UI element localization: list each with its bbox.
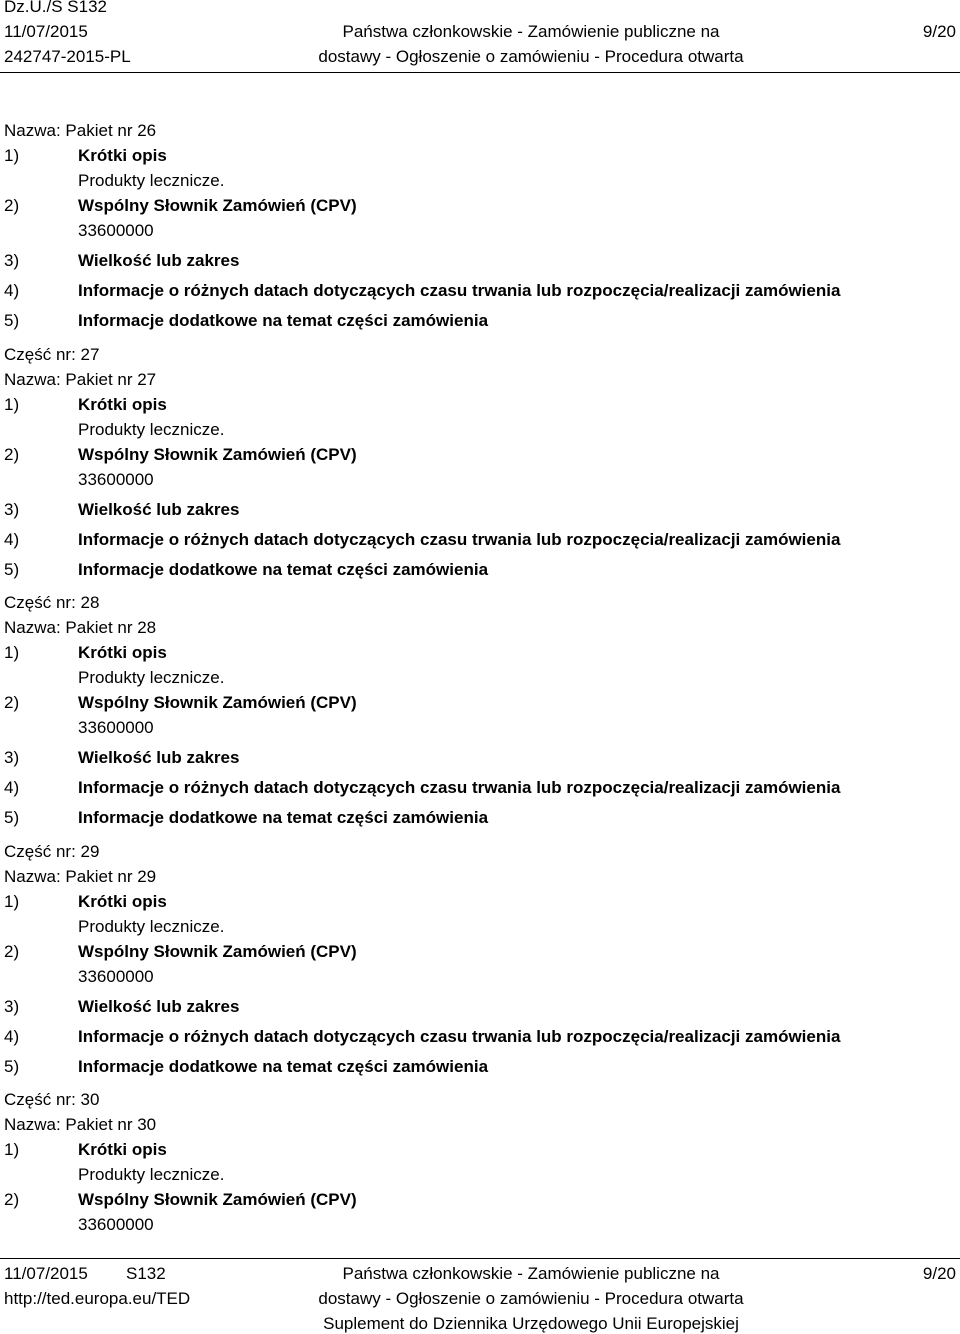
additional-info-heading: Informacje dodatkowe na temat części zamówienia [78, 808, 489, 827]
cpv-heading: Wspólny Słownik Zamówień (CPV) [78, 693, 357, 712]
part-name [4, 370, 156, 390]
additional-info-heading: Informacje dodatkowe na temat części zamówienia [78, 1057, 489, 1076]
header-date: 11/07/2015 [4, 22, 88, 41]
part-number [4, 1090, 99, 1110]
journal-ref: Dz.U./S S132 [4, 0, 107, 16]
part-name-label: Nazwa: [4, 618, 61, 637]
short-description-text: Produkty lecznicze. [78, 171, 225, 190]
short-description-text: Produkty lecznicze. [78, 917, 225, 936]
part-number-label: Część nr: [4, 345, 76, 364]
section-number: 5) [4, 808, 20, 827]
dates-info-heading: Informacje o różnych datach dotyczących czasu trwania lub rozpoczęcia/realizacji zamówienia [78, 281, 841, 300]
section-number: 3) [4, 500, 20, 519]
section-number: 5) [4, 1057, 20, 1076]
section-number: 4) [4, 530, 20, 549]
part-number-label: Część nr: [4, 1090, 76, 1109]
section-number: 2) [4, 693, 20, 712]
part-name-value: Pakiet nr 27 [65, 370, 157, 389]
section-number: 2) [4, 196, 20, 215]
footer-page-number: 9/20 [922, 1264, 956, 1283]
part-name-value: Pakiet nr 26 [65, 121, 157, 140]
section-number: 4) [4, 778, 20, 797]
part-name-label: Nazwa: [4, 370, 61, 389]
quantity-scope-heading: Wielkość lub zakres [78, 500, 240, 519]
section-number: 1) [4, 892, 20, 911]
section-number: 5) [4, 311, 20, 330]
cpv-code: 33600000 [78, 470, 154, 489]
short-description-heading: Krótki opis [78, 643, 167, 662]
dates-info-heading: Informacje o różnych datach dotyczących czasu trwania lub rozpoczęcia/realizacji zamówienia [78, 1027, 841, 1046]
section-number: 5) [4, 560, 20, 579]
cpv-heading: Wspólny Słownik Zamówień (CPV) [78, 942, 357, 961]
section-number: 3) [4, 997, 20, 1016]
section-number: 1) [4, 643, 20, 662]
cpv-heading: Wspólny Słownik Zamówień (CPV) [78, 445, 357, 464]
header-title-line2: dostawy - Ogłoszenie o zamówieniu - Procedura otwarta [318, 47, 744, 66]
section-number: 4) [4, 281, 20, 300]
part-name [4, 618, 156, 638]
part-name [4, 121, 156, 141]
part-number-label: Część nr: [4, 842, 76, 861]
footer-issue: S132 [126, 1264, 166, 1283]
section-number: 1) [4, 146, 20, 165]
section-number: 3) [4, 748, 20, 767]
additional-info-heading: Informacje dodatkowe na temat części zamówienia [78, 560, 489, 579]
part-name [4, 867, 156, 887]
cpv-code: 33600000 [78, 1215, 154, 1234]
quantity-scope-heading: Wielkość lub zakres [78, 748, 240, 767]
footer-title-line3: Suplement do Dziennika Urzędowego Unii Europejskiej [323, 1314, 739, 1333]
short-description-text: Produkty lecznicze. [78, 420, 225, 439]
footer-date: 11/07/2015 [4, 1264, 88, 1283]
dates-info-heading: Informacje o różnych datach dotyczących czasu trwania lub rozpoczęcia/realizacji zamówienia [78, 778, 841, 797]
cpv-heading: Wspólny Słownik Zamówień (CPV) [78, 1190, 357, 1209]
part-name-value: Pakiet nr 28 [65, 618, 157, 637]
header-doc-id: 242747-2015-PL [4, 47, 131, 66]
header-title-line1: Państwa członkowskie - Zamówienie publiczne na [342, 22, 720, 41]
footer-title-line1: Państwa członkowskie - Zamówienie publiczne na [342, 1264, 720, 1283]
footer-divider [0, 1258, 960, 1259]
part-number [4, 345, 99, 365]
short-description-heading: Krótki opis [78, 146, 167, 165]
cpv-code: 33600000 [78, 718, 154, 737]
part-number-value: 30 [80, 1090, 100, 1109]
part-name-label: Nazwa: [4, 867, 61, 886]
footer-title-line2: dostawy - Ogłoszenie o zamówieniu - Procedura otwarta [318, 1289, 744, 1308]
short-description-text: Produkty lecznicze. [78, 668, 225, 687]
part-name-label: Nazwa: [4, 121, 61, 140]
part-number [4, 593, 99, 613]
footer-url: http://ted.europa.eu/TED [4, 1289, 191, 1308]
section-number: 1) [4, 395, 20, 414]
part-number-value: 28 [80, 593, 100, 612]
section-number: 3) [4, 251, 20, 270]
section-number: 2) [4, 445, 20, 464]
header-page-number: 9/20 [922, 22, 956, 41]
short-description-text: Produkty lecznicze. [78, 1165, 225, 1184]
part-number [4, 842, 99, 862]
quantity-scope-heading: Wielkość lub zakres [78, 997, 240, 1016]
cpv-heading: Wspólny Słownik Zamówień (CPV) [78, 196, 357, 215]
part-name [4, 1115, 156, 1135]
section-number: 1) [4, 1140, 20, 1159]
part-name-label: Nazwa: [4, 1115, 61, 1134]
section-number: 2) [4, 942, 20, 961]
dates-info-heading: Informacje o różnych datach dotyczących czasu trwania lub rozpoczęcia/realizacji zamówienia [78, 530, 841, 549]
section-number: 2) [4, 1190, 20, 1209]
part-number-value: 29 [80, 842, 100, 861]
part-number-label: Część nr: [4, 593, 76, 612]
part-number-value: 27 [80, 345, 100, 364]
cpv-code: 33600000 [78, 967, 154, 986]
additional-info-heading: Informacje dodatkowe na temat części zamówienia [78, 311, 489, 330]
header-divider [0, 72, 960, 73]
part-name-value: Pakiet nr 29 [65, 867, 157, 886]
short-description-heading: Krótki opis [78, 892, 167, 911]
cpv-code: 33600000 [78, 221, 154, 240]
short-description-heading: Krótki opis [78, 1140, 167, 1159]
section-number: 4) [4, 1027, 20, 1046]
part-name-value: Pakiet nr 30 [65, 1115, 157, 1134]
short-description-heading: Krótki opis [78, 395, 167, 414]
quantity-scope-heading: Wielkość lub zakres [78, 251, 240, 270]
